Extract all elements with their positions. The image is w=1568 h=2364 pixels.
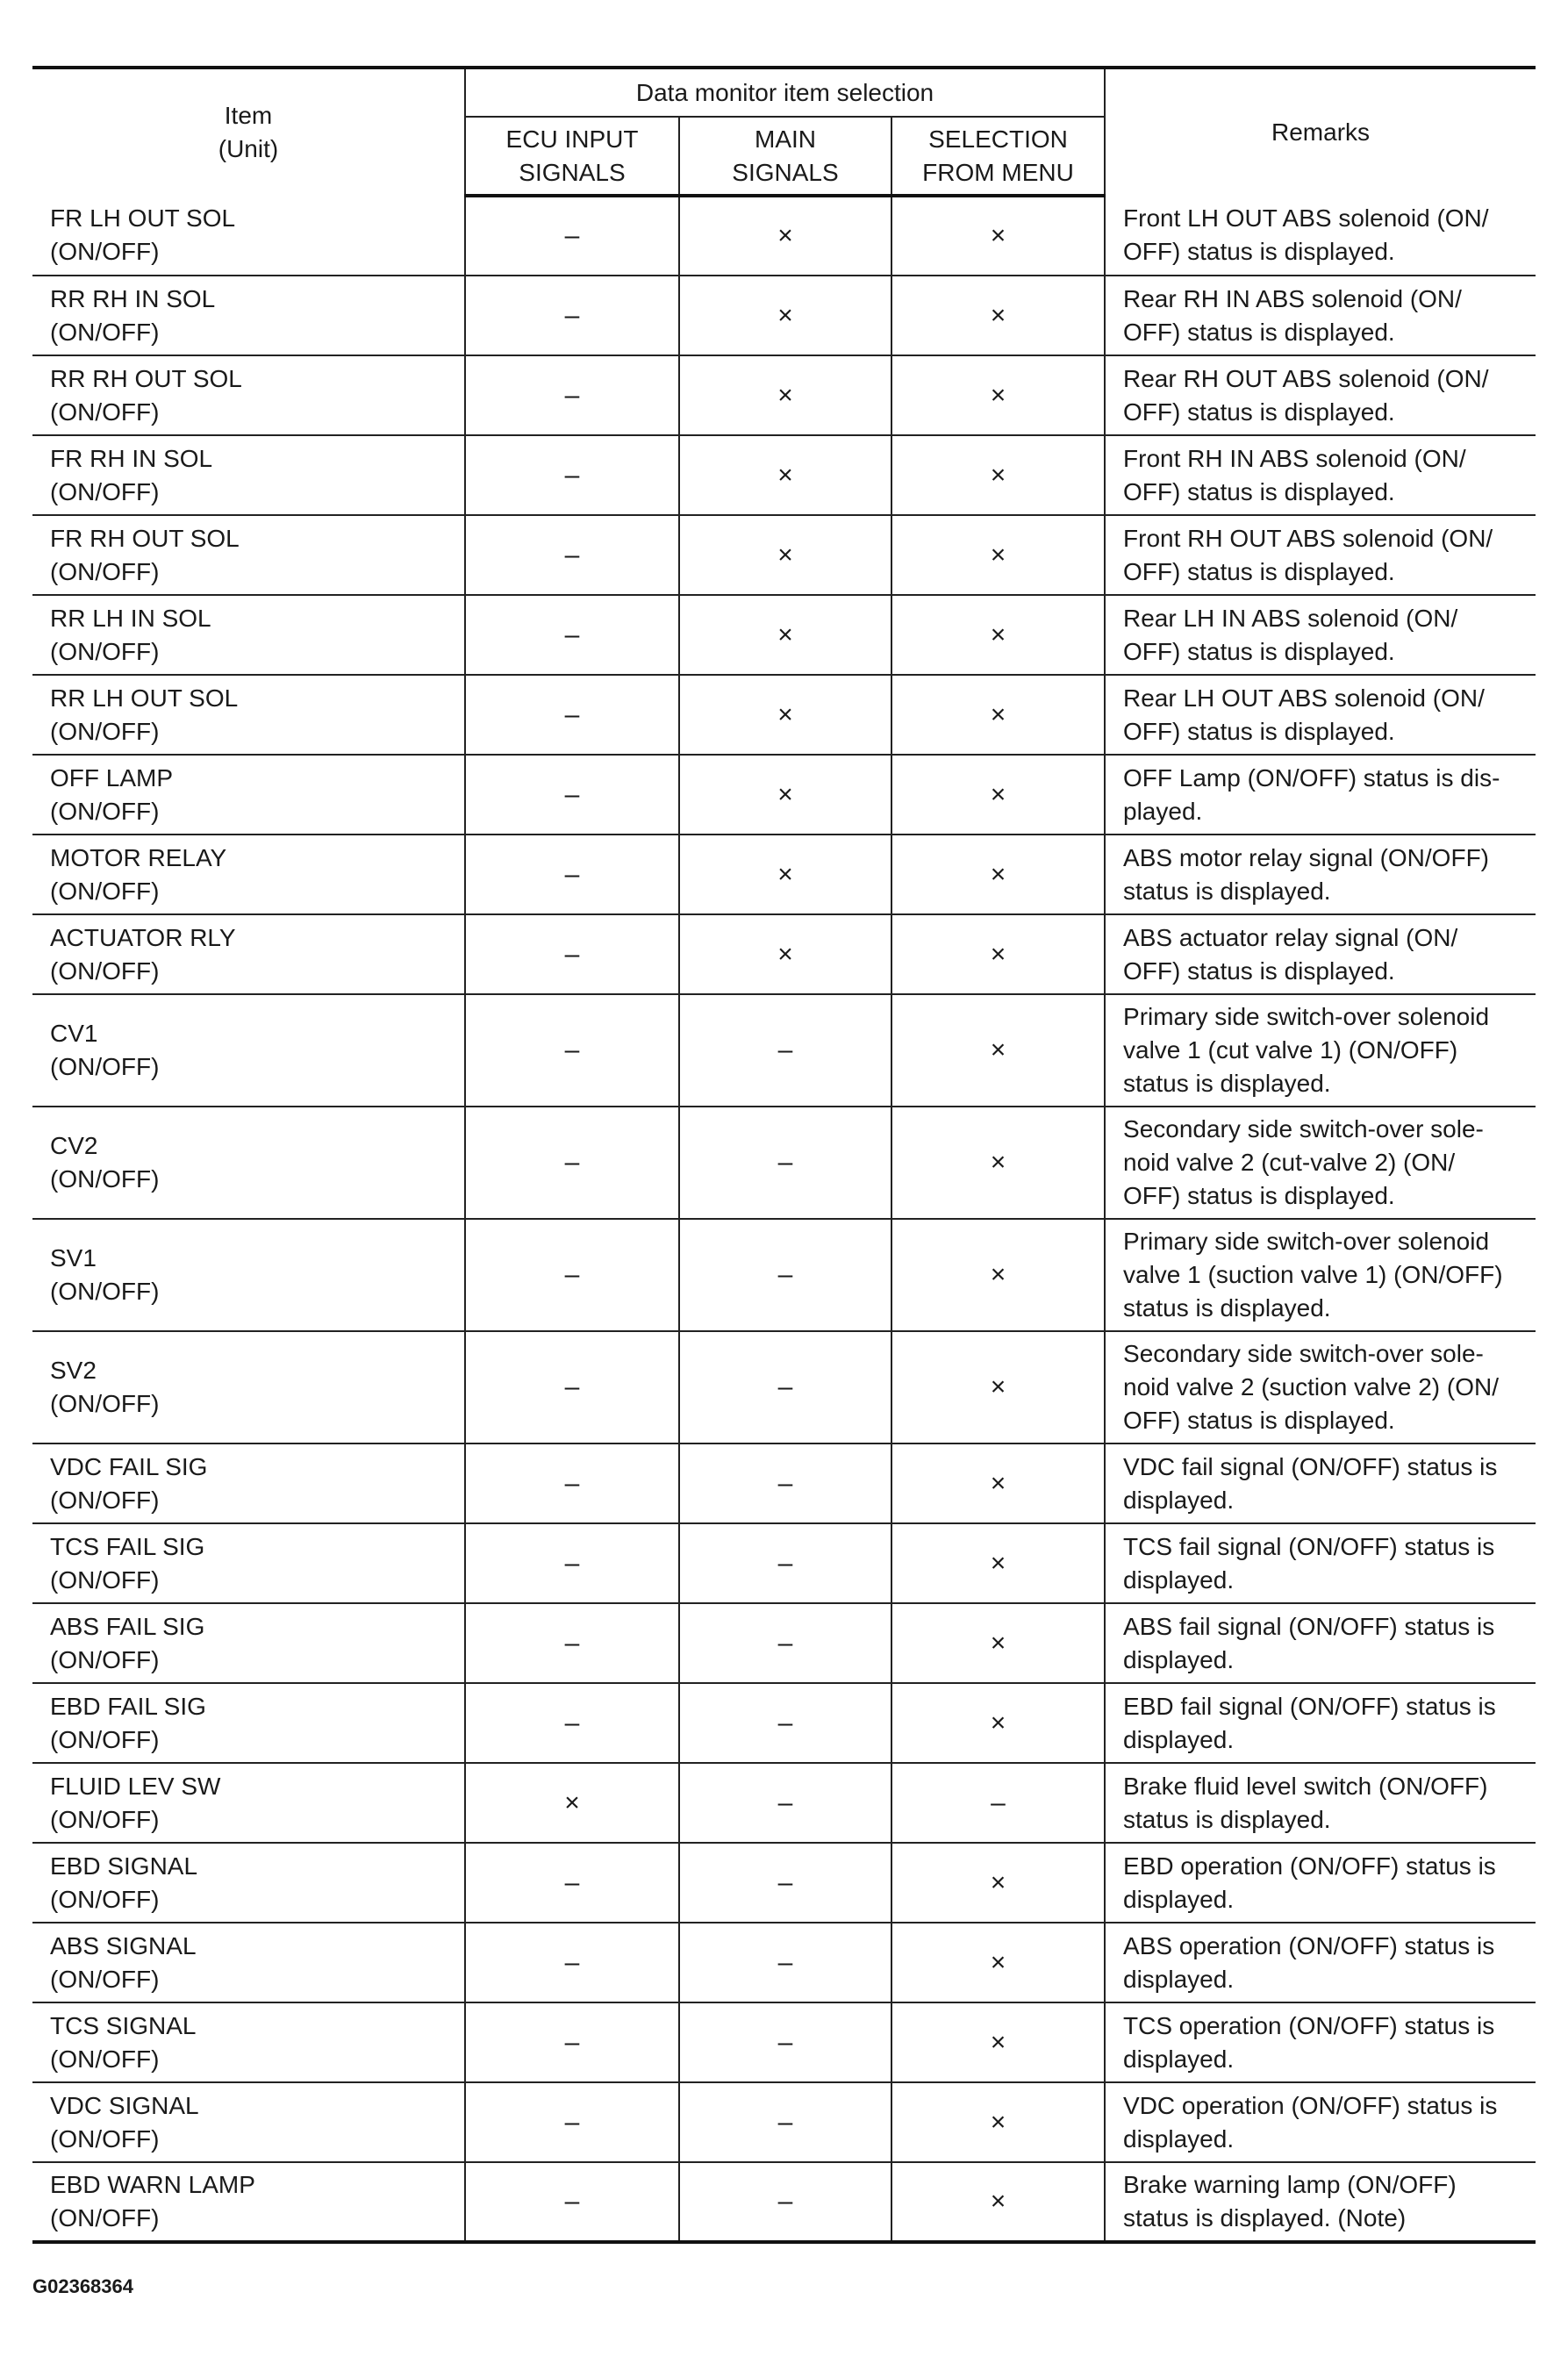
item-unit: (ON/OFF) — [50, 477, 160, 505]
ecu-input-mark: – — [465, 994, 679, 1107]
header-main-line1: MAIN — [755, 125, 816, 153]
table-row — [32, 355, 1536, 435]
item-name: FLUID LEV SW — [50, 1772, 221, 1800]
ecu-input-mark: – — [465, 1443, 679, 1523]
header-sel-line2: FROM MENU — [922, 158, 1074, 186]
item-name: VDC SIGNAL — [50, 2091, 199, 2119]
remarks-cell: ABS actuator relay signal (ON/ OFF) status is displayed. — [1105, 914, 1536, 994]
header-selection-from-menu — [891, 117, 1105, 196]
header-main-signals — [679, 117, 891, 196]
table-row — [32, 755, 1536, 835]
table-row — [32, 1443, 1536, 1523]
item-name: CV2 — [50, 1132, 98, 1159]
table-row — [32, 1763, 1536, 1843]
main-signals-mark: – — [679, 1603, 891, 1683]
table-row — [32, 1523, 1536, 1603]
selection-menu-mark: × — [891, 1683, 1105, 1763]
header-sel-line1: SELECTION — [928, 125, 1068, 153]
item-name: EBD FAIL SIG — [50, 1692, 206, 1720]
remarks-cell: Primary side switch-over solenoid valve 1 (cut valve 1) (ON/OFF) status is displayed. — [1105, 994, 1536, 1107]
main-signals-mark: × — [679, 355, 891, 435]
selection-menu-mark: × — [891, 2162, 1105, 2242]
item-unit: (ON/OFF) — [50, 1165, 160, 1193]
ecu-input-mark: – — [465, 1219, 679, 1331]
main-signals-mark: × — [679, 276, 891, 355]
remarks-cell: Secondary side switch-over sole- noid valve 2 (suction valve 2) (ON/ OFF) status is displayed. — [1105, 1331, 1536, 1443]
item-name: CV1 — [50, 1020, 98, 1047]
item-name: RR LH OUT SOL — [50, 684, 239, 712]
header-remarks: Remarks — [1105, 68, 1536, 196]
item-unit: (ON/OFF) — [50, 1390, 160, 1417]
table-row — [32, 276, 1536, 355]
selection-menu-mark: × — [891, 1107, 1105, 1219]
item-cell — [32, 1331, 465, 1443]
ecu-input-mark: – — [465, 1923, 679, 2002]
header-unit-label: (Unit) — [218, 135, 279, 162]
main-signals-mark: – — [679, 1923, 891, 2002]
selection-menu-mark: – — [891, 1763, 1105, 1843]
remarks-cell: VDC fail signal (ON/OFF) status is displayed. — [1105, 1443, 1536, 1523]
selection-menu-mark: × — [891, 276, 1105, 355]
item-cell — [32, 1603, 465, 1683]
item-name: FR RH OUT SOL — [50, 524, 240, 552]
item-name: RR LH IN SOL — [50, 604, 211, 632]
ecu-input-mark: – — [465, 755, 679, 835]
remarks-cell: VDC operation (ON/OFF) status is displayed. — [1105, 2082, 1536, 2162]
item-name: EBD SIGNAL — [50, 1852, 198, 1880]
remarks-cell: ABS motor relay signal (ON/OFF) status is displayed. — [1105, 835, 1536, 914]
remarks-cell: Primary side switch-over solenoid valve 1 (suction valve 1) (ON/OFF) status is displayed. — [1105, 1219, 1536, 1331]
remarks-cell: Brake warning lamp (ON/OFF) status is displayed. (Note) — [1105, 2162, 1536, 2242]
selection-menu-mark: × — [891, 1331, 1105, 1443]
item-cell — [32, 835, 465, 914]
item-unit: (ON/OFF) — [50, 1885, 160, 1913]
item-name: ABS SIGNAL — [50, 1931, 197, 1959]
table-row — [32, 1331, 1536, 1443]
main-signals-mark: – — [679, 1763, 891, 1843]
header-ecu-input-signals — [465, 117, 679, 196]
main-signals-mark: – — [679, 1843, 891, 1923]
selection-menu-mark: × — [891, 2082, 1105, 2162]
header-item-label: Item — [224, 102, 273, 129]
data-monitor-table — [32, 66, 1536, 2244]
table-row — [32, 2162, 1536, 2242]
item-name: MOTOR RELAY — [50, 843, 227, 871]
item-cell — [32, 2162, 465, 2242]
item-cell — [32, 196, 465, 276]
ecu-input-mark: – — [465, 435, 679, 515]
main-signals-mark: – — [679, 2162, 891, 2242]
main-signals-mark: × — [679, 196, 891, 276]
item-name: VDC FAIL SIG — [50, 1452, 208, 1480]
selection-menu-mark: × — [891, 2002, 1105, 2082]
item-cell — [32, 1443, 465, 1523]
item-unit: (ON/OFF) — [50, 1805, 160, 1833]
ecu-input-mark: – — [465, 1843, 679, 1923]
ecu-input-mark: – — [465, 1523, 679, 1603]
main-signals-mark: – — [679, 1331, 891, 1443]
item-name: FR RH IN SOL — [50, 444, 213, 472]
remarks-cell: Rear LH OUT ABS solenoid (ON/ OFF) status is displayed. — [1105, 675, 1536, 755]
table-row — [32, 1923, 1536, 2002]
item-cell — [32, 276, 465, 355]
remarks-cell: Rear LH IN ABS solenoid (ON/ OFF) status is displayed. — [1105, 595, 1536, 675]
header-main-line2: SIGNALS — [732, 158, 839, 186]
main-signals-mark: × — [679, 914, 891, 994]
table-row — [32, 835, 1536, 914]
item-name: RR RH IN SOL — [50, 284, 216, 312]
item-name: TCS FAIL SIG — [50, 1532, 205, 1560]
remarks-cell: EBD fail signal (ON/OFF) status is displayed. — [1105, 1683, 1536, 1763]
figure-code: G02368364 — [32, 2275, 133, 2297]
item-unit: (ON/OFF) — [50, 956, 160, 985]
ecu-input-mark: – — [465, 515, 679, 595]
ecu-input-mark: – — [465, 196, 679, 276]
remarks-cell: TCS fail signal (ON/OFF) status is displayed. — [1105, 1523, 1536, 1603]
remarks-cell: ABS operation (ON/OFF) status is displayed. — [1105, 1923, 1536, 2002]
item-unit: (ON/OFF) — [50, 318, 160, 346]
item-unit: (ON/OFF) — [50, 2204, 160, 2231]
table-row — [32, 675, 1536, 755]
item-name: SV1 — [50, 1244, 97, 1272]
item-cell — [32, 1523, 465, 1603]
ecu-input-mark: – — [465, 1331, 679, 1443]
item-name: RR RH OUT SOL — [50, 364, 242, 392]
selection-menu-mark: × — [891, 1443, 1105, 1523]
main-signals-mark: – — [679, 1683, 891, 1763]
table-row — [32, 2082, 1536, 2162]
main-signals-mark: × — [679, 835, 891, 914]
ecu-input-mark: – — [465, 675, 679, 755]
main-signals-mark: – — [679, 2082, 891, 2162]
selection-menu-mark: × — [891, 675, 1105, 755]
ecu-input-mark: – — [465, 1107, 679, 1219]
ecu-input-mark: – — [465, 835, 679, 914]
ecu-input-mark: × — [465, 1763, 679, 1843]
selection-menu-mark: × — [891, 755, 1105, 835]
main-signals-mark: – — [679, 2002, 891, 2082]
remarks-cell: OFF Lamp (ON/OFF) status is dis- played. — [1105, 755, 1536, 835]
selection-menu-mark: × — [891, 435, 1105, 515]
item-cell — [32, 914, 465, 994]
table-row — [32, 1603, 1536, 1683]
table-row — [32, 595, 1536, 675]
header-item — [32, 68, 465, 196]
header-ecu-line2: SIGNALS — [519, 158, 626, 186]
item-unit: (ON/OFF) — [50, 1486, 160, 1514]
ecu-input-mark: – — [465, 2162, 679, 2242]
selection-menu-mark: × — [891, 994, 1105, 1107]
item-unit: (ON/OFF) — [50, 1645, 160, 1673]
selection-menu-mark: × — [891, 1219, 1105, 1331]
item-unit: (ON/OFF) — [50, 1565, 160, 1594]
ecu-input-mark: – — [465, 355, 679, 435]
item-cell — [32, 1923, 465, 2002]
table-row — [32, 435, 1536, 515]
main-signals-mark: × — [679, 595, 891, 675]
ecu-input-mark: – — [465, 2082, 679, 2162]
ecu-input-mark: – — [465, 2002, 679, 2082]
selection-menu-mark: × — [891, 1923, 1105, 2002]
item-name: EBD WARN LAMP — [50, 2171, 255, 2198]
table-row — [32, 1683, 1536, 1763]
item-unit: (ON/OFF) — [50, 1725, 160, 1753]
item-name: FR LH OUT SOL — [50, 204, 236, 232]
item-cell — [32, 1683, 465, 1763]
table-row — [32, 2002, 1536, 2082]
ecu-input-mark: – — [465, 1603, 679, 1683]
item-unit: (ON/OFF) — [50, 1278, 160, 1305]
selection-menu-mark: × — [891, 1603, 1105, 1683]
item-unit: (ON/OFF) — [50, 557, 160, 585]
item-cell — [32, 2002, 465, 2082]
remarks-cell: EBD operation (ON/OFF) status is displayed. — [1105, 1843, 1536, 1923]
data-monitor-table-container — [32, 66, 1536, 2244]
table-row — [32, 515, 1536, 595]
item-name: OFF LAMP — [50, 763, 174, 792]
item-cell — [32, 355, 465, 435]
selection-menu-mark: × — [891, 196, 1105, 276]
remarks-cell: Rear RH IN ABS solenoid (ON/ OFF) status is displayed. — [1105, 276, 1536, 355]
table-row — [32, 1107, 1536, 1219]
item-cell — [32, 515, 465, 595]
item-name: ACTUATOR RLY — [50, 923, 236, 951]
item-name: TCS SIGNAL — [50, 2011, 197, 2039]
item-name: SV2 — [50, 1357, 97, 1384]
item-unit: (ON/OFF) — [50, 797, 160, 825]
main-signals-mark: – — [679, 1219, 891, 1331]
table-row — [32, 196, 1536, 276]
header-group-data-monitor: Data monitor item selection — [465, 68, 1105, 117]
selection-menu-mark: × — [891, 835, 1105, 914]
main-signals-mark: – — [679, 1107, 891, 1219]
item-cell — [32, 1107, 465, 1219]
table-body — [32, 196, 1536, 2242]
item-unit: (ON/OFF) — [50, 2124, 160, 2153]
remarks-cell: Rear RH OUT ABS solenoid (ON/ OFF) status is displayed. — [1105, 355, 1536, 435]
item-cell — [32, 595, 465, 675]
main-signals-mark: – — [679, 1523, 891, 1603]
item-unit: (ON/OFF) — [50, 717, 160, 745]
item-unit: (ON/OFF) — [50, 877, 160, 905]
table-row — [32, 994, 1536, 1107]
remarks-cell: Front LH OUT ABS solenoid (ON/ OFF) status is displayed. — [1105, 196, 1536, 276]
item-unit: (ON/OFF) — [50, 398, 160, 426]
ecu-input-mark: – — [465, 1683, 679, 1763]
main-signals-mark: × — [679, 755, 891, 835]
ecu-input-mark: – — [465, 595, 679, 675]
item-cell — [32, 1843, 465, 1923]
item-unit: (ON/OFF) — [50, 1053, 160, 1080]
main-signals-mark: × — [679, 435, 891, 515]
item-cell — [32, 994, 465, 1107]
main-signals-mark: – — [679, 994, 891, 1107]
item-cell — [32, 435, 465, 515]
remarks-cell: Front RH OUT ABS solenoid (ON/ OFF) status is displayed. — [1105, 515, 1536, 595]
ecu-input-mark: – — [465, 914, 679, 994]
item-unit: (ON/OFF) — [50, 637, 160, 665]
remarks-cell: TCS operation (ON/OFF) status is displayed. — [1105, 2002, 1536, 2082]
item-unit: (ON/OFF) — [50, 238, 160, 265]
remarks-cell: Secondary side switch-over sole- noid valve 2 (cut-valve 2) (ON/ OFF) status is displayed. — [1105, 1107, 1536, 1219]
main-signals-mark: – — [679, 1443, 891, 1523]
table-row — [32, 914, 1536, 994]
selection-menu-mark: × — [891, 595, 1105, 675]
ecu-input-mark: – — [465, 276, 679, 355]
remarks-cell: ABS fail signal (ON/OFF) status is displayed. — [1105, 1603, 1536, 1683]
selection-menu-mark: × — [891, 1523, 1105, 1603]
item-cell — [32, 1763, 465, 1843]
item-cell — [32, 2082, 465, 2162]
selection-menu-mark: × — [891, 515, 1105, 595]
item-cell — [32, 1219, 465, 1331]
main-signals-mark: × — [679, 515, 891, 595]
header-ecu-line1: ECU INPUT — [505, 125, 639, 153]
table-row — [32, 1843, 1536, 1923]
item-unit: (ON/OFF) — [50, 1965, 160, 1993]
table-row — [32, 1219, 1536, 1331]
item-name: ABS FAIL SIG — [50, 1612, 205, 1640]
item-cell — [32, 755, 465, 835]
item-unit: (ON/OFF) — [50, 2045, 160, 2073]
item-cell — [32, 675, 465, 755]
selection-menu-mark: × — [891, 914, 1105, 994]
selection-menu-mark: × — [891, 355, 1105, 435]
main-signals-mark: × — [679, 675, 891, 755]
remarks-cell: Brake fluid level switch (ON/OFF) status is displayed. — [1105, 1763, 1536, 1843]
selection-menu-mark: × — [891, 1843, 1105, 1923]
remarks-cell: Front RH IN ABS solenoid (ON/ OFF) status is displayed. — [1105, 435, 1536, 515]
